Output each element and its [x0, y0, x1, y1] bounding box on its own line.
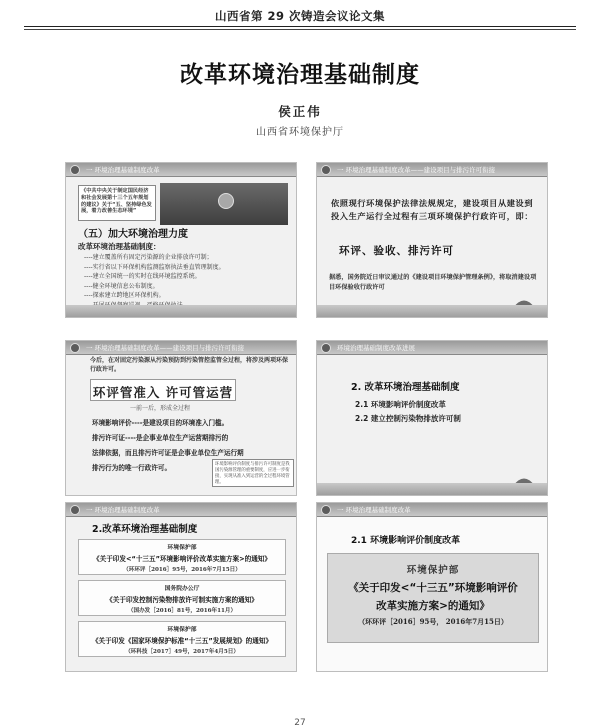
slide-header-bar	[66, 341, 296, 355]
document-title: 《关于印发<“十三五”环境影响评价改革实施方案>的通知》	[93, 555, 271, 563]
author-name: 侯正伟	[278, 104, 322, 119]
banner-tagline: 一前一后，形成全过程	[130, 405, 191, 412]
emblem-icon	[70, 165, 80, 175]
slide-5	[65, 502, 297, 672]
slide-6	[316, 502, 548, 672]
document-title: 《关于印发《国家环境保护标准“十三五”发展规划》的通知》	[91, 637, 273, 645]
issuing-organization: 国务院办公厅	[164, 586, 200, 592]
party-emblem-icon	[218, 193, 234, 209]
page-number: 27	[294, 718, 306, 728]
issuing-organization: 环境保护部	[167, 545, 197, 551]
slide-header-text: 一 环境治理基础制度改革——建设项目与排污许可衔接	[337, 166, 496, 174]
slide-header-text: 一 环境治理基础制度改革	[86, 166, 160, 174]
section-title: 2. 改革环境治理基础制度	[351, 382, 460, 393]
issuing-organization: 环境保护部	[167, 627, 197, 633]
slide-title: 2.改革环境治理基础制度	[92, 524, 198, 535]
emblem-icon	[321, 343, 331, 353]
reform-list	[84, 253, 225, 310]
slide-header-bar	[317, 341, 547, 355]
header-rule-thin	[24, 29, 576, 30]
list-item: ----实行省以下环保机构监测监察执法垂直管理制度。	[84, 263, 225, 271]
list-item: ----建立全国统一的实时在线环境监控系统。	[84, 273, 201, 280]
document-panel	[327, 553, 539, 643]
section-item: 2.2 建立控制污染物排放许可制	[355, 414, 461, 423]
slide-header-text: 一 环境治理基础制度改革——建设项目与排污许可衔接	[86, 344, 245, 352]
slide-header-text: 一 环境治理基础制度改革	[337, 506, 411, 514]
document-title-line: 改革实施方案>的通知》	[376, 600, 490, 612]
slide-footer-bar	[317, 483, 547, 495]
slide-intro-text: 今后，在对固定污染源从污染预防到污染管控监管全过程，将涉及两项环保行政许可。	[90, 357, 289, 373]
definition-line: 排污许可证----是企事业单位生产运营期排污的	[92, 434, 229, 442]
definition-line: 环境影响评价----是建设项目的环境准入门槛。	[92, 419, 229, 427]
document-block	[78, 539, 286, 575]
paper-title: 改革环境治理基础制度	[180, 62, 420, 88]
slide-subheading: 改革环境治理基础制度：	[78, 242, 161, 251]
document-reference: （环科技［2017］49号，2017年4月5日）	[125, 649, 239, 655]
emblem-icon	[70, 343, 80, 353]
highlight-banner-text: 环评管准入 许可管运营	[92, 385, 234, 400]
document-reference: （环环评［2016］95号，2016年7月15日）	[123, 567, 241, 573]
slide-heading: （五）加大环境治理力度	[78, 229, 188, 240]
slide-header-text: 一 环境治理基础制度改革	[86, 506, 160, 514]
emblem-icon	[70, 505, 80, 515]
slide-key-point: 环评、验收、排污许可	[339, 245, 454, 257]
emblem-icon	[321, 505, 331, 515]
document-reference: （环环评［2016］95号， 2016年7月15日）	[358, 617, 508, 626]
conference-photo	[160, 183, 288, 225]
slide-4	[316, 340, 548, 496]
list-item: ----建立覆盖所有固定污染源的企业排放许可制；	[84, 254, 213, 261]
quote-box: 《中共中央关于制定国民经济和社会发展第十三个五年规划的建议》关于“五、坚持绿色发展，着力改善生态环境”	[78, 185, 156, 221]
slide-2	[316, 162, 548, 318]
slide-header-bar	[317, 163, 547, 177]
document-title-line: 《关于印发<“十三五”环境影响评价	[348, 582, 518, 594]
slide-3	[65, 340, 297, 496]
slide-header-bar	[66, 163, 296, 177]
document-reference: （国办发［2016］81号，2016年11月）	[127, 608, 237, 614]
slide-header-bar	[66, 503, 296, 517]
list-item: ----健全环境信息公布制度。	[84, 282, 159, 290]
side-note-box: 环境影响评价制度与排污许可制度是我国污染源管理的重要制度，应进一步衔接，实现从准入到运营的全过程环境管理。	[212, 459, 294, 487]
document-block	[78, 580, 286, 616]
definition-line: 排污行为的唯一行政许可。	[92, 464, 172, 472]
issuing-organization: 环境保护部	[406, 565, 460, 576]
slide-note: 据悉，国务院近日审议通过的《建设项目环境保护管理条例》，将取消建设项目环保验收行政许可	[329, 274, 537, 291]
slide-body-text: 依照现行环境保护法律法规规定，建设项目从建设到投入生产运行全过程有三项环境保护行政许可，即：	[331, 198, 534, 221]
slide-1	[65, 162, 297, 318]
document-title: 《关于印发控制污染物排放许可制实施方案的通知》	[106, 596, 258, 604]
definition-line: 法律依据，而且排污许可证是企事业单位生产运行期	[92, 449, 244, 457]
emblem-icon	[321, 165, 331, 175]
highlight-banner	[90, 379, 236, 401]
author-affiliation: 山西省环境保护厅	[256, 127, 344, 138]
header-rule	[24, 26, 576, 27]
document-block	[78, 621, 286, 657]
running-head: 山西省第 29 次铸造会议论文集	[214, 9, 385, 23]
section-item: 2.1 环境影响评价制度改革	[355, 400, 446, 409]
slide-header-text: 环境治理基础制度改革进展	[337, 344, 415, 352]
slide-title: 2.1 环境影响评价制度改革	[351, 536, 461, 546]
slide-footer-bar	[66, 305, 296, 317]
slide-header-bar	[317, 503, 547, 517]
slide-footer-bar	[317, 305, 547, 317]
list-item: ----探索建立跨地区环保机构。	[84, 292, 165, 299]
